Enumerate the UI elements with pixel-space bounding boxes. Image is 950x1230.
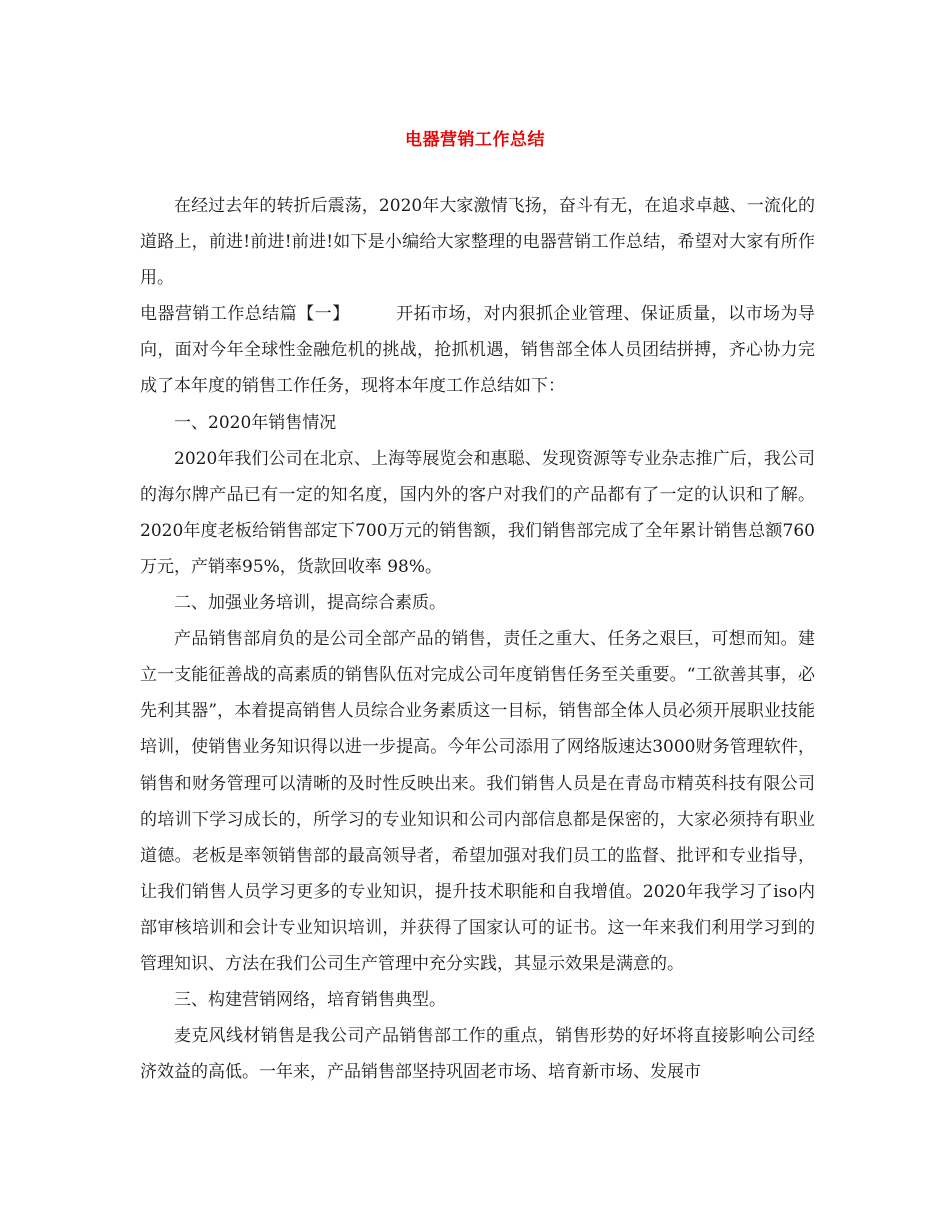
section-one-text: 开拓市场，对内狠抓企业管理、保证质量，以市场为导向，面对今年全球性金融危机的挑战，抢抓机遇，销售部全体人员团结拼搏，齐心协力完成了本年度的销售工作任务，现将本年度工作总结如下：: [140, 304, 816, 397]
document-body: [140, 188, 815, 1090]
training-paragraph: 产品销售部肩负的是公司全部产品的销售，责任之重大、任务之艰巨，可想而知。建立一支能征善战的高素质的销售队伍对完成公司年度销售任务至关重要。“工欲善其事，必先利其器”，本着提高销售人员综合业务素质这一目标，销售部全体人员必须开展职业技能培训，使销售业务知识得以进一步提高。今年公司添用了网络版速达3000财务管理软件，销售和财务管理可以清晰的及时性反映出来。我们销售人员是在青岛市精英科技有限公司的培训下学习成长的，所学习的专业知识和公司内部信息都是保密的，大家必须持有职业道德。老板是率领销售部的最高领导者，希望加强对我们员工的监督、批评和专业指导，让我们销售人员学习更多的专业知识，提升技术职能和自我增值。2020年我学习了iso内部审核培训和会计专业知识培训，并获得了国家认可的证书。这一年来我们利用学习到的管理知识、方法在我们公司生产管理中充分实践，其显示效果是满意的。: [140, 629, 815, 974]
network-paragraph: 麦克风线材销售是我公司产品销售部工作的重点，销售形势的好坏将直接影响公司经济效益的高低。一年来，产品销售部坚持巩固老市场、培育新市场、发展市: [140, 1026, 815, 1083]
intro-paragraph: 在经过去年的转折后震荡，2020年大家激情飞扬，奋斗有无，在追求卓越、一流化的道路上，前进!前进!前进!如下是小编给大家整理的电器营销工作总结，希望对大家有所作用。: [140, 196, 815, 289]
section-one-heading: 电器营销工作总结篇【一】: [140, 304, 350, 325]
section-one-paragraph: [140, 296, 815, 404]
sales-paragraph: 2020年我们公司在北京、上海等展览会和惠聪、发现资源等专业杂志推广后，我公司的海尔牌产品已有一定的知名度，国内外的客户对我们的产品都有了一定的认识和了解。2020年度老板给销售部定下700万元的销售额，我们销售部完成了全年累计销售总额760万元，产销率95%，货款回收率 98%。: [140, 448, 815, 577]
document-title: 电器营销工作总结: [405, 130, 545, 150]
subheading-training: 二、加强业务培训，提高综合素质。: [174, 593, 446, 614]
subheading-network: 三、构建营销网络，培育销售典型。: [174, 990, 446, 1011]
subheading-sales-2020: 一、2020年销售情况: [174, 412, 337, 433]
